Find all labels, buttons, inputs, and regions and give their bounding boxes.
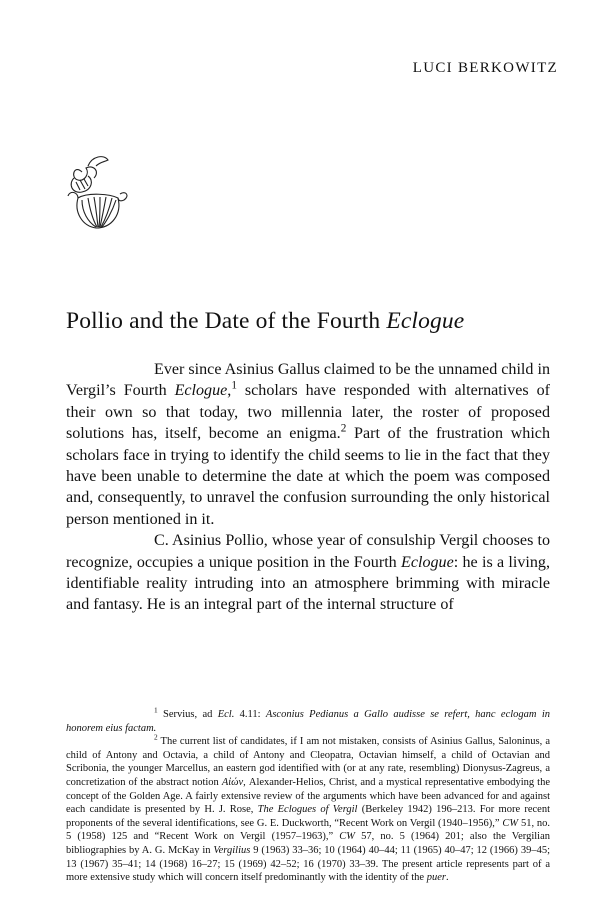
paragraph-2 <box>66 530 550 616</box>
text-run: 4.11: <box>234 709 266 720</box>
text-run: (Berkeley 1942) 196–213. For more recent proponents of the several identifications, see G. E. Duckworth, “Recent Work on Vergil (1940–1956),” <box>66 804 550 829</box>
text-run: Ever since Asinius Gallus claimed to be the unnamed child in Vergil’s Fourth <box>66 361 550 400</box>
italic-run: The Eclogues of Vergil <box>257 804 358 816</box>
italic-run: Αἰών <box>221 776 244 788</box>
paragraph-1 <box>66 359 550 530</box>
article-title <box>66 308 464 335</box>
footnote-number: 1 <box>154 705 158 715</box>
footnotes <box>66 705 551 885</box>
text-run: Part of the frustration which scholars face in trying to identify the child seems to lie in the fact that they have been unable to determine the date at which the poem was composed and, consequently, to unravel the confusion surrounding the only historical person mentioned in it. <box>66 425 550 528</box>
italic-run: Ecl. <box>217 709 235 720</box>
italic-run: CW <box>339 831 356 843</box>
article-body <box>66 359 550 616</box>
text-run: , Alexander-Helios, Christ, and a mystical representative embodying the concept of the Golden Age. A fairly extensive review of the arguments which have been advanced for and against each candidate is presented by H. J. Rose, <box>66 776 550 816</box>
text-run: scholars have responded with alternatives of their own so that today, two millennia later, the roster of proposed solutions has, itself, become an enigma. <box>66 382 550 443</box>
text-run: C. Asinius Pollio, whose year of consulship Vergil chooses to recognize, occupies a unique position in the Fourth <box>66 532 550 571</box>
italic-run: Eclogue <box>174 382 228 400</box>
article-title-italic: Eclogue <box>386 308 465 334</box>
italic-run: Asconius Pedianus a Gallo audisse se refert, hanc eclogam in honorem eius factam. <box>66 709 550 734</box>
footnote-1 <box>66 705 550 735</box>
footnote-2 <box>66 732 551 885</box>
text-run: 51, no. 5 (1958) 125 and “Recent Work on Vergil (1957–1963),” <box>66 817 550 843</box>
text-run: . <box>445 872 449 884</box>
running-head-author: LUCI BERKOWITZ <box>412 60 558 76</box>
footnote-ref-1: 1 <box>231 380 237 393</box>
italic-run: Vergilius <box>213 844 251 856</box>
text-run: 9 (1963) 33–36; 10 (1964) 40–44; 11 (1965) 40–47; 12 (1966) 39–45; 13 (1967) 35–41; 14 (1968) 16–27; 15 (1969) 42–52; 16 (1970) 33–39. The present article represents part of a more extensive study which will concern itself predominantly with the identity of the <box>66 844 550 884</box>
text-run: Servius, ad <box>157 709 218 720</box>
text-run: : he is a living, identifiable reality intruding into an atmosphere brimming with miracle and fantasy. He is an integral part of the internal structure of <box>66 553 550 614</box>
text-run: The current list of candidates, if I am not mistaken, consists of Asinius Gallus, Saloninus, a child of Antony and Octavia, a child of Antony and Cleopatra, Octavian himself, a child of Octavian and Scribonia, the younger Marcellus, an eastern god identified with (or at any rate, resembling) Dionysus-Zagreus, a concretization of the abstract notion <box>66 736 550 788</box>
footnote-ref-2: 2 <box>340 422 347 435</box>
article-title-text: Pollio and the Date of the Fourth <box>66 308 387 334</box>
shell-ornament-icon <box>60 150 132 232</box>
italic-run: CW <box>502 817 519 829</box>
text-run: 57, no. 5 (1964) 201; also the Vergilian bibliographies by A. G. McKay in <box>66 831 551 856</box>
italic-run: Eclogue <box>401 553 454 571</box>
text-run: , <box>227 382 232 400</box>
footnote-number: 2 <box>154 732 158 742</box>
italic-run: puer <box>426 872 446 884</box>
